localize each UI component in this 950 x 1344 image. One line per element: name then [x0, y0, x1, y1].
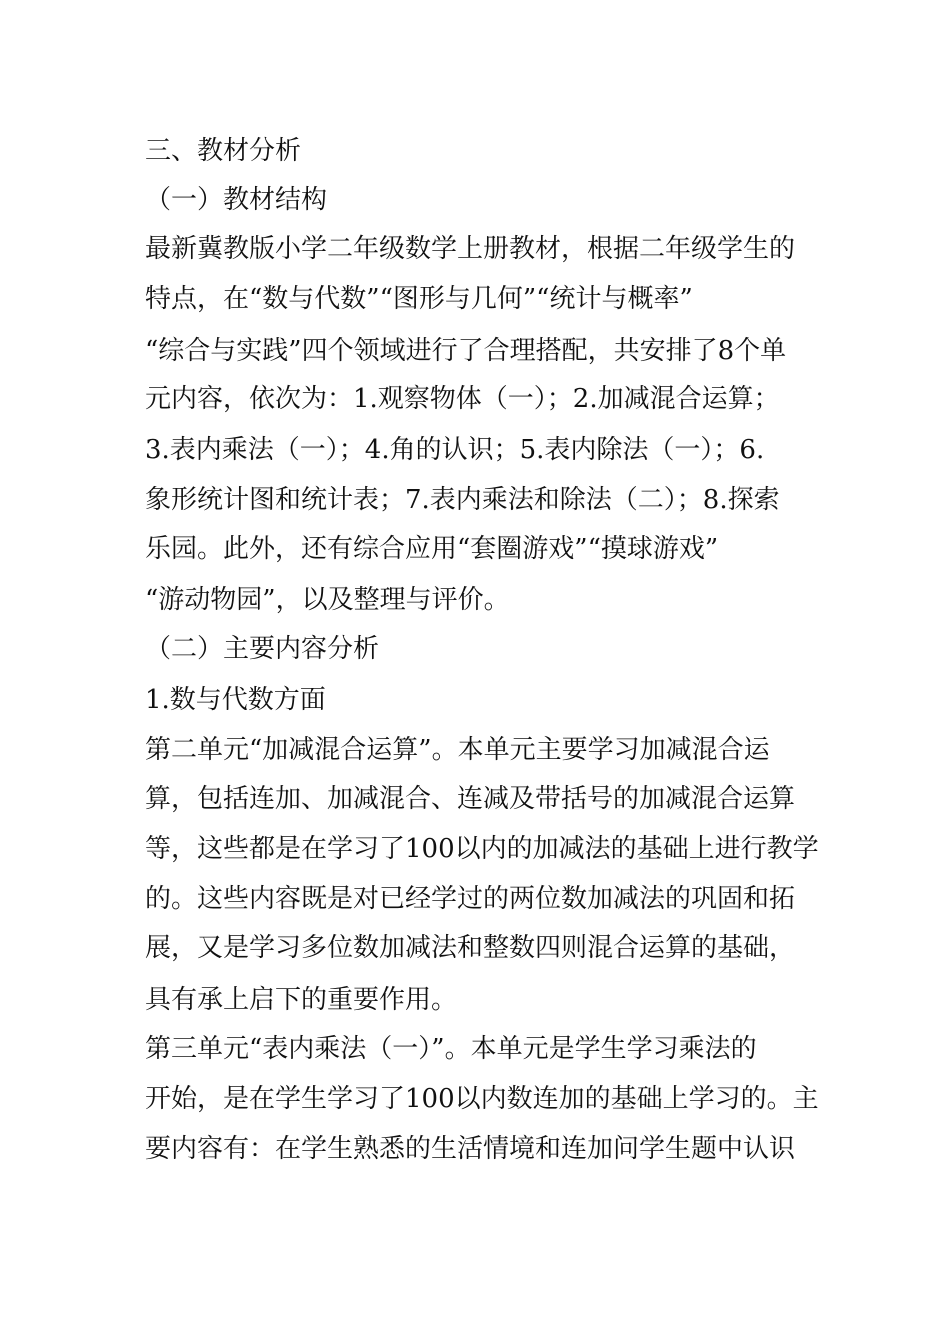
paragraph-line: 展，又是学习多位数加减法和整数四则混合运算的基础，: [145, 933, 796, 963]
paragraph-line: “综合与实践”四个领域进行了合理搭配，共安排了8个单: [145, 336, 787, 366]
paragraph-line: 开始，是在学生学习了100以内数连加的基础上学习的。主: [145, 1084, 819, 1114]
paragraph-line: 元内容，依次为：1.观察物体（一）；2.加减混合运算；: [145, 384, 780, 414]
paragraph-line: 象形统计图和统计表；7.表内乘法和除法（二）；8.探索: [145, 485, 780, 515]
paragraph-line: 等，这些都是在学习了100以内的加减法的基础上进行教学: [145, 834, 819, 864]
section-heading: 三、教材分析: [145, 136, 302, 166]
paragraph-line: 要内容有：在学生熟悉的生活情境和连加问学生题中认识: [145, 1134, 796, 1164]
subsection-heading: （一）教材结构: [145, 185, 328, 215]
paragraph-line: 第三单元“表内乘法（一）”。本单元是学生学习乘法的: [145, 1034, 757, 1064]
paragraph-line: 乐园。此外，还有综合应用“套圈游戏”“摸球游戏”: [145, 534, 719, 564]
paragraph-line: 特点，在“数与代数”“图形与几何”“统计与概率”: [145, 284, 693, 314]
item-heading: 1.数与代数方面: [145, 685, 326, 715]
paragraph-line: 算，包括连加、加减混合、连减及带括号的加减混合运算: [145, 784, 796, 814]
paragraph-line: 的。这些内容既是对已经学过的两位数加减法的巩固和拓: [145, 884, 796, 914]
paragraph-line: 3.表内乘法（一）；4.角的认识；5.表内除法（一）；6.: [145, 435, 765, 465]
paragraph-line: 具有承上启下的重要作用。: [145, 985, 458, 1015]
subsection-heading: （二）主要内容分析: [145, 634, 380, 664]
paragraph-line: 第二单元“加减混合运算”。本单元主要学习加减混合运: [145, 735, 770, 765]
paragraph-line: “游动物园”，以及整理与评价。: [145, 585, 510, 615]
paragraph-line: 最新冀教版小学二年级数学上册教材，根据二年级学生的: [145, 234, 796, 264]
